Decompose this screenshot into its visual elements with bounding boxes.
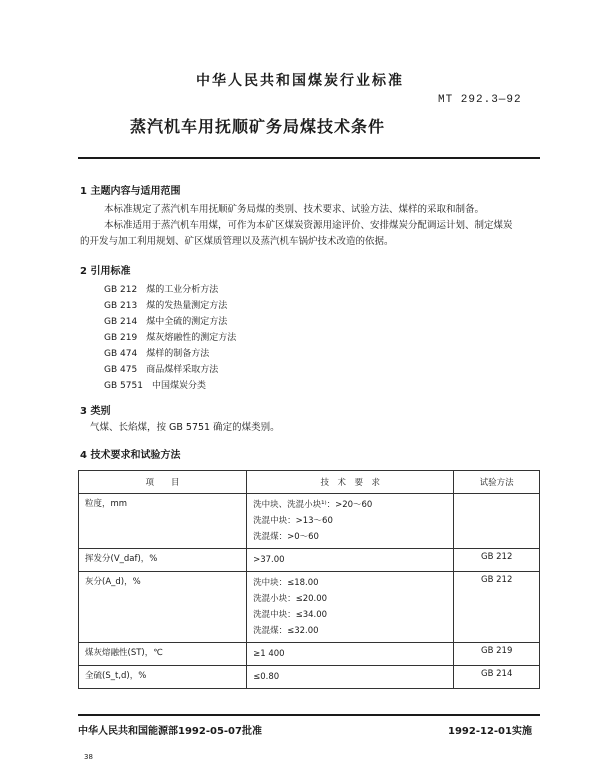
reference-name: 煤样的制备方法 bbox=[146, 349, 210, 359]
cell-method: GB 212 bbox=[454, 572, 540, 643]
reference-code: GB 219 bbox=[104, 333, 138, 343]
table-header-row bbox=[79, 471, 540, 494]
reference-code: GB 212 bbox=[104, 285, 138, 295]
cell-method: GB 219 bbox=[454, 643, 540, 666]
table-row bbox=[79, 666, 540, 689]
reference-name: 中国煤炭分类 bbox=[151, 381, 206, 391]
standard-category: 中华人民共和国煤炭行业标准 bbox=[196, 73, 404, 89]
reference-name: 商品煤样采取方法 bbox=[146, 365, 219, 375]
cell-requirement bbox=[247, 494, 454, 549]
requirement-line: ≤0.80 bbox=[253, 672, 280, 682]
requirement-line: 洗混煤：≤32.00 bbox=[253, 626, 319, 636]
cell-item: 挥发分(V_daf)，% bbox=[79, 549, 247, 572]
section-3-heading: 3 类别 bbox=[80, 406, 111, 417]
cell-method: GB 212 bbox=[454, 549, 540, 572]
technical-requirements-table bbox=[78, 470, 540, 689]
effective-date: 1992-12-01实施 bbox=[448, 726, 532, 737]
footer-divider bbox=[78, 714, 540, 716]
reference-code: GB 213 bbox=[104, 301, 138, 311]
cell-requirement bbox=[247, 549, 454, 572]
reference-name: 煤灰熔融性的测定方法 bbox=[146, 333, 237, 343]
reference-name: 煤中全硫的测定方法 bbox=[146, 317, 228, 327]
section-1-paragraph-3: 的开发与加工利用规划、矿区煤质管理以及蒸汽机车锅炉技术改造的依据。 bbox=[80, 236, 394, 247]
page-number: 38 bbox=[84, 753, 93, 761]
cell-item: 煤灰熔融性(ST)，℃ bbox=[79, 643, 247, 666]
table-row bbox=[79, 494, 540, 549]
cell-item: 全硫(S_t,d)，% bbox=[79, 666, 247, 689]
reference-item bbox=[104, 378, 206, 391]
cell-requirement bbox=[247, 666, 454, 689]
section-1-paragraph-2: 本标准适用于蒸汽机车用煤，可作为本矿区煤炭资源用途评价、安排煤炭分配调运计划、制定煤炭 bbox=[104, 220, 513, 231]
requirement-line: 洗混中块：>13～60 bbox=[253, 516, 333, 526]
header-divider bbox=[78, 157, 540, 159]
table-row bbox=[79, 572, 540, 643]
reference-name: 煤的工业分析方法 bbox=[146, 285, 219, 295]
requirement-line: 洗中块、洗混小块¹⁾：>20～60 bbox=[253, 500, 373, 510]
reference-code: GB 5751 bbox=[104, 381, 143, 391]
column-header-requirement: 技 术 要 求 bbox=[247, 471, 454, 494]
cell-method: GB 214 bbox=[454, 666, 540, 689]
requirement-line: ≥1 400 bbox=[253, 649, 285, 659]
section-2-heading: 2 引用标准 bbox=[80, 266, 131, 277]
reference-item bbox=[104, 282, 218, 295]
reference-name: 煤的发热量测定方法 bbox=[146, 301, 228, 311]
document-title: 蒸汽机车用抚顺矿务局煤技术条件 bbox=[130, 117, 386, 136]
section-4-heading: 4 技术要求和试验方法 bbox=[80, 450, 181, 461]
approval-date: 中华人民共和国能源部1992-05-07批准 bbox=[78, 726, 262, 737]
requirement-line: 洗中块：≤18.00 bbox=[253, 578, 319, 588]
requirement-line: 洗混小块：≤20.00 bbox=[253, 594, 328, 604]
reference-item bbox=[104, 346, 209, 359]
section-1-paragraph-1: 本标准规定了蒸汽机车用抚顺矿务局煤的类别、技术要求、试验方法、煤样的采取和制备。 bbox=[104, 204, 485, 215]
cell-method bbox=[454, 494, 540, 549]
table-row bbox=[79, 643, 540, 666]
reference-code: GB 475 bbox=[104, 365, 138, 375]
requirement-line: 洗混中块：≤34.00 bbox=[253, 610, 328, 620]
column-header-method: 试验方法 bbox=[454, 471, 540, 494]
requirement-line: >37.00 bbox=[253, 555, 285, 565]
section-3-text: 气煤、长焰煤，按 GB 5751 确定的煤类别。 bbox=[90, 422, 280, 433]
cell-requirement bbox=[247, 643, 454, 666]
reference-item bbox=[104, 362, 218, 375]
table-row bbox=[79, 549, 540, 572]
reference-item bbox=[104, 330, 236, 343]
cell-item: 灰分(A_d)，% bbox=[79, 572, 247, 643]
section-1-heading: 1 主题内容与适用范围 bbox=[80, 186, 181, 197]
cell-item: 粒度，mm bbox=[79, 494, 247, 549]
requirement-line: 洗混煤：>0～60 bbox=[253, 532, 319, 542]
column-header-item: 项 目 bbox=[79, 471, 247, 494]
reference-item bbox=[104, 298, 227, 311]
standard-code: MT 292.3—92 bbox=[438, 94, 522, 106]
reference-code: GB 474 bbox=[104, 349, 138, 359]
reference-code: GB 214 bbox=[104, 317, 138, 327]
reference-item bbox=[104, 314, 227, 327]
cell-requirement bbox=[247, 572, 454, 643]
